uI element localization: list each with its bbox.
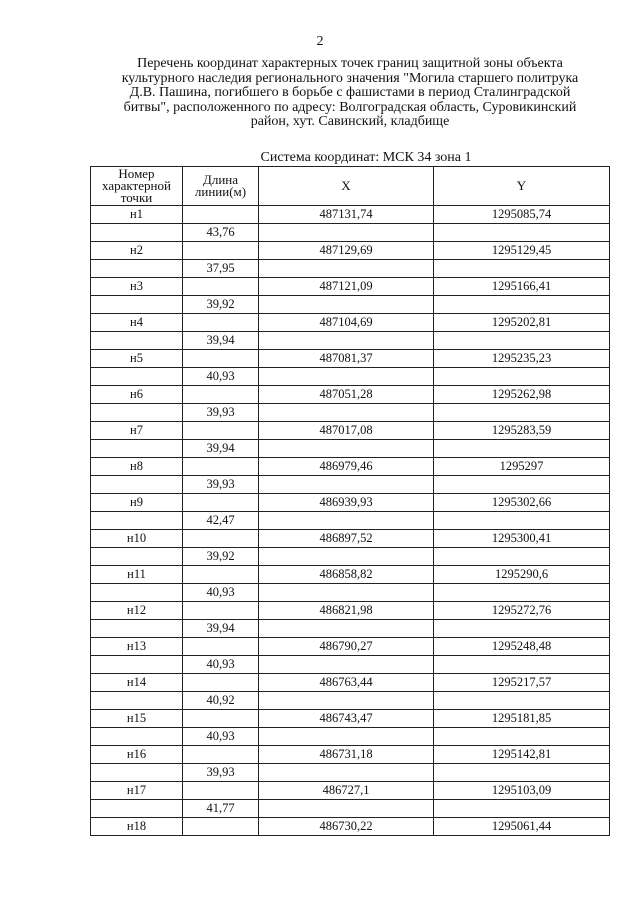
x-coordinate-cell: 486731,18 — [259, 746, 434, 764]
point-number-cell: н13 — [91, 638, 183, 656]
y-coordinate-cell: 1295297 — [434, 458, 610, 476]
title-line: район, хут. Савинский, кладбище — [250, 114, 450, 129]
coordinates-table — [90, 166, 610, 836]
point-number-cell — [91, 584, 183, 602]
table-row — [91, 782, 610, 800]
x-coordinate-cell: 487081,37 — [259, 350, 434, 368]
header-line-length: Длина линии(м) — [183, 167, 259, 206]
line-length-cell — [183, 602, 259, 620]
point-number-cell — [91, 548, 183, 566]
point-number-cell — [91, 224, 183, 242]
table-row — [91, 746, 610, 764]
x-coordinate-cell: 486727,1 — [259, 782, 434, 800]
table-row — [91, 656, 610, 674]
table-row — [91, 674, 610, 692]
point-number-cell: н15 — [91, 710, 183, 728]
y-coordinate-cell — [434, 512, 610, 530]
x-coordinate-cell: 487104,69 — [259, 314, 434, 332]
y-coordinate-cell: 1295142,81 — [434, 746, 610, 764]
title-line: культурного наследия регионального значения "Могила старшего политрука — [121, 70, 579, 86]
point-number-cell — [91, 476, 183, 494]
point-number-cell — [91, 260, 183, 278]
x-coordinate-cell: 487051,28 — [259, 386, 434, 404]
point-number-cell: н9 — [91, 494, 183, 512]
line-length-cell — [183, 278, 259, 296]
line-length-cell: 37,95 — [183, 260, 259, 278]
x-coordinate-cell — [259, 368, 434, 386]
line-length-cell — [183, 638, 259, 656]
table-row — [91, 710, 610, 728]
title-line: Перечень координат характерных точек границ защитной зоны объекта — [137, 56, 563, 71]
point-number-cell — [91, 764, 183, 782]
table-row — [91, 692, 610, 710]
point-number-cell: н5 — [91, 350, 183, 368]
table-row — [91, 278, 610, 296]
y-coordinate-cell: 1295103,09 — [434, 782, 610, 800]
point-number-cell — [91, 440, 183, 458]
table-row — [91, 368, 610, 386]
table-row — [91, 584, 610, 602]
x-coordinate-cell: 487129,69 — [259, 242, 434, 260]
x-coordinate-cell — [259, 260, 434, 278]
table-body — [91, 206, 610, 836]
table-row — [91, 476, 610, 494]
table-row — [91, 800, 610, 818]
table-row — [91, 440, 610, 458]
point-number-cell — [91, 296, 183, 314]
line-length-cell: 43,76 — [183, 224, 259, 242]
point-number-cell: н6 — [91, 386, 183, 404]
y-coordinate-cell: 1295262,98 — [434, 386, 610, 404]
y-coordinate-cell — [434, 368, 610, 386]
table-row — [91, 818, 610, 836]
x-coordinate-cell — [259, 224, 434, 242]
y-coordinate-cell — [434, 548, 610, 566]
line-length-cell — [183, 494, 259, 512]
x-coordinate-cell — [259, 728, 434, 746]
y-coordinate-cell: 1295272,76 — [434, 602, 610, 620]
point-number-cell: н1 — [91, 206, 183, 224]
line-length-cell — [183, 458, 259, 476]
line-length-cell: 40,93 — [183, 368, 259, 386]
x-coordinate-cell: 487017,08 — [259, 422, 434, 440]
line-length-cell — [183, 242, 259, 260]
x-coordinate-cell — [259, 548, 434, 566]
title-line: Д.В. Пашина, погибшего в борьбе с фашистами в период Сталинградской — [129, 85, 571, 100]
point-number-cell — [91, 656, 183, 674]
table-row — [91, 764, 610, 782]
y-coordinate-cell — [434, 476, 610, 494]
y-coordinate-cell: 1295129,45 — [434, 242, 610, 260]
table-row — [91, 548, 610, 566]
y-coordinate-cell: 1295202,81 — [434, 314, 610, 332]
x-coordinate-cell: 486821,98 — [259, 602, 434, 620]
x-coordinate-cell — [259, 656, 434, 674]
title-line: битвы", расположенного по адресу: Волгоградская область, Суровикинский — [123, 99, 577, 115]
y-coordinate-cell — [434, 656, 610, 674]
point-number-cell — [91, 620, 183, 638]
x-coordinate-cell — [259, 620, 434, 638]
y-coordinate-cell — [434, 260, 610, 278]
y-coordinate-cell — [434, 764, 610, 782]
x-coordinate-cell — [259, 296, 434, 314]
y-coordinate-cell — [434, 332, 610, 350]
point-number-cell: н14 — [91, 674, 183, 692]
y-coordinate-cell — [434, 728, 610, 746]
x-coordinate-cell — [259, 800, 434, 818]
table-row — [91, 422, 610, 440]
y-coordinate-cell: 1295248,48 — [434, 638, 610, 656]
point-number-cell: н11 — [91, 566, 183, 584]
header-x: X — [259, 167, 434, 206]
point-number-cell: н7 — [91, 422, 183, 440]
table-row — [91, 296, 610, 314]
y-coordinate-cell: 1295085,74 — [434, 206, 610, 224]
table-row — [91, 530, 610, 548]
line-length-cell — [183, 674, 259, 692]
line-length-cell — [183, 818, 259, 836]
point-number-cell — [91, 404, 183, 422]
x-coordinate-cell: 486897,52 — [259, 530, 434, 548]
y-coordinate-cell: 1295061,44 — [434, 818, 610, 836]
y-coordinate-cell — [434, 584, 610, 602]
table-row — [91, 332, 610, 350]
y-coordinate-cell — [434, 800, 610, 818]
table-header-row — [91, 167, 610, 206]
line-length-cell — [183, 530, 259, 548]
page-number: 2 — [316, 34, 324, 49]
x-coordinate-cell — [259, 584, 434, 602]
line-length-cell: 39,92 — [183, 548, 259, 566]
y-coordinate-cell: 1295181,85 — [434, 710, 610, 728]
document-title — [100, 57, 600, 130]
y-coordinate-cell: 1295283,59 — [434, 422, 610, 440]
point-number-cell — [91, 728, 183, 746]
table-row — [91, 206, 610, 224]
point-number-cell — [91, 332, 183, 350]
line-length-cell: 39,92 — [183, 296, 259, 314]
line-length-cell — [183, 782, 259, 800]
point-number-cell: н18 — [91, 818, 183, 836]
table-row — [91, 728, 610, 746]
point-number-cell: н3 — [91, 278, 183, 296]
line-length-cell: 40,93 — [183, 656, 259, 674]
table-row — [91, 386, 610, 404]
point-number-cell: н8 — [91, 458, 183, 476]
line-length-cell: 39,94 — [183, 332, 259, 350]
line-length-cell: 40,93 — [183, 584, 259, 602]
y-coordinate-cell — [434, 620, 610, 638]
table-row — [91, 512, 610, 530]
table-row — [91, 404, 610, 422]
table-row — [91, 350, 610, 368]
x-coordinate-cell — [259, 764, 434, 782]
line-length-cell: 42,47 — [183, 512, 259, 530]
x-coordinate-cell: 486763,44 — [259, 674, 434, 692]
line-length-cell: 39,93 — [183, 764, 259, 782]
x-coordinate-cell: 486743,47 — [259, 710, 434, 728]
x-coordinate-cell: 486979,46 — [259, 458, 434, 476]
x-coordinate-cell: 487121,09 — [259, 278, 434, 296]
x-coordinate-cell — [259, 692, 434, 710]
y-coordinate-cell — [434, 404, 610, 422]
line-length-cell — [183, 314, 259, 332]
y-coordinate-cell — [434, 692, 610, 710]
y-coordinate-cell — [434, 224, 610, 242]
x-coordinate-cell — [259, 476, 434, 494]
line-length-cell — [183, 350, 259, 368]
y-coordinate-cell: 1295290,6 — [434, 566, 610, 584]
x-coordinate-cell — [259, 440, 434, 458]
y-coordinate-cell: 1295235,23 — [434, 350, 610, 368]
point-number-cell — [91, 692, 183, 710]
point-number-cell: н16 — [91, 746, 183, 764]
table-row — [91, 260, 610, 278]
line-length-cell: 40,92 — [183, 692, 259, 710]
line-length-cell: 39,93 — [183, 476, 259, 494]
table-row — [91, 620, 610, 638]
header-point-number: Номер характерной точки — [91, 167, 183, 206]
line-length-cell — [183, 386, 259, 404]
table-row — [91, 458, 610, 476]
line-length-cell — [183, 206, 259, 224]
x-coordinate-cell: 486939,93 — [259, 494, 434, 512]
line-length-cell — [183, 710, 259, 728]
line-length-cell — [183, 566, 259, 584]
line-length-cell: 39,94 — [183, 620, 259, 638]
y-coordinate-cell: 1295166,41 — [434, 278, 610, 296]
y-coordinate-cell: 1295302,66 — [434, 494, 610, 512]
header-y: Y — [434, 167, 610, 206]
x-coordinate-cell: 486790,27 — [259, 638, 434, 656]
point-number-cell: н10 — [91, 530, 183, 548]
point-number-cell: н2 — [91, 242, 183, 260]
table-row — [91, 242, 610, 260]
line-length-cell: 39,94 — [183, 440, 259, 458]
table-row — [91, 494, 610, 512]
point-number-cell: н17 — [91, 782, 183, 800]
line-length-cell: 39,93 — [183, 404, 259, 422]
y-coordinate-cell — [434, 296, 610, 314]
x-coordinate-cell: 486730,22 — [259, 818, 434, 836]
line-length-cell: 41,77 — [183, 800, 259, 818]
table-row — [91, 314, 610, 332]
x-coordinate-cell: 486858,82 — [259, 566, 434, 584]
table-row — [91, 224, 610, 242]
x-coordinate-cell: 487131,74 — [259, 206, 434, 224]
line-length-cell: 40,93 — [183, 728, 259, 746]
y-coordinate-cell — [434, 440, 610, 458]
y-coordinate-cell: 1295300,41 — [434, 530, 610, 548]
table-row — [91, 638, 610, 656]
x-coordinate-cell — [259, 332, 434, 350]
table-row — [91, 602, 610, 620]
point-number-cell: н12 — [91, 602, 183, 620]
table-row — [91, 566, 610, 584]
line-length-cell — [183, 422, 259, 440]
y-coordinate-cell: 1295217,57 — [434, 674, 610, 692]
line-length-cell — [183, 746, 259, 764]
x-coordinate-cell — [259, 512, 434, 530]
point-number-cell — [91, 368, 183, 386]
coordinate-system-caption: Система координат: МСК 34 зона 1 — [260, 150, 472, 165]
point-number-cell: н4 — [91, 314, 183, 332]
point-number-cell — [91, 512, 183, 530]
x-coordinate-cell — [259, 404, 434, 422]
point-number-cell — [91, 800, 183, 818]
